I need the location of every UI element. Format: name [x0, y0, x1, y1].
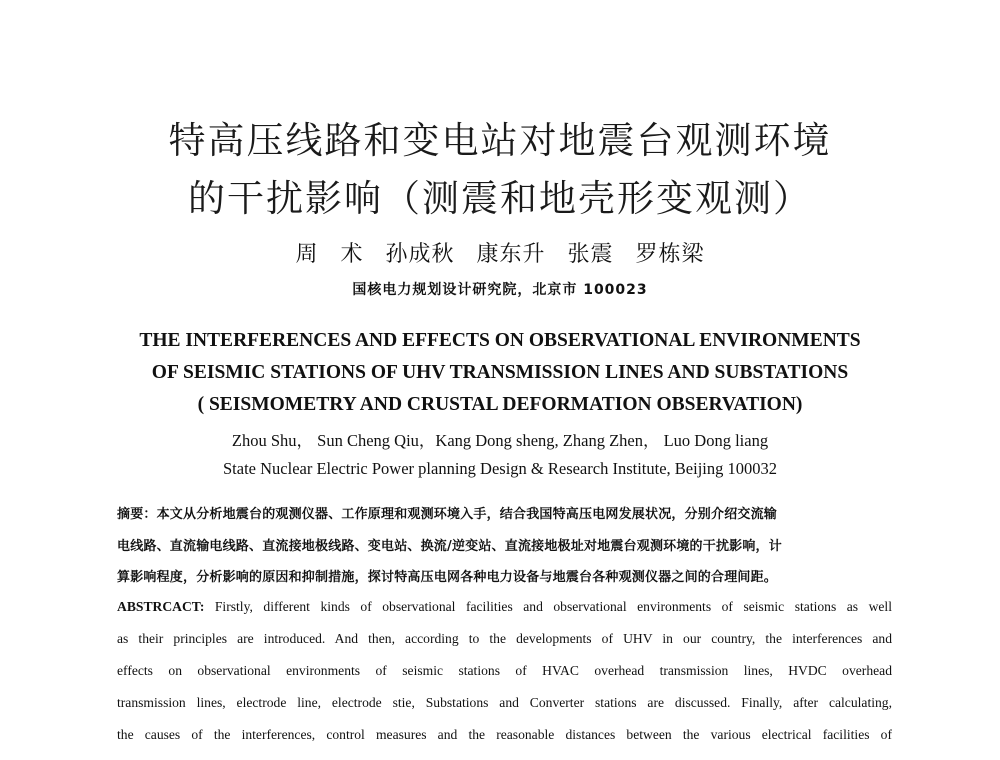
english-abstract-line-3: effects on observational environments of seismic stations of HVAC overhead transmission lines, HVDC overhead: [117, 663, 892, 678]
chinese-abstract-label: 摘要：: [117, 507, 157, 522]
english-abstract-line-1: [117, 599, 892, 615]
chinese-affiliation: 国核电力规划设计研究院，北京市 100023: [352, 282, 648, 298]
english-title-line-3: ( SEISMOMETRY AND CRUSTAL DEFORMATION OBSERVATION): [197, 394, 803, 415]
english-title-line-1: THE INTERFERENCES AND EFFECTS ON OBSERVATIONAL ENVIRONMENTS: [139, 330, 861, 351]
chinese-title-line-2: 的干扰影响（测震和地壳形变观测）: [188, 177, 812, 220]
chinese-abstract-line-1: [117, 503, 892, 522]
chinese-title-line-1: 特高压线路和变电站对地震台观测环境: [168, 119, 832, 162]
english-abstract-line-2: as their principles are introduced. And then, according to the developments of UHV in our country, the interferences and: [117, 631, 892, 646]
english-abstract-line-5: the causes of the interferences, control measures and the reasonable distances between the various electrical facilities of: [117, 727, 892, 742]
english-title-line-2: OF SEISMIC STATIONS OF UHV TRANSMISSION LINES AND SUBSTATIONS: [151, 362, 849, 383]
english-authors: Zhou Shu， Sun Cheng Qiu，Kang Dong sheng, Zhang Zhen， Luo Dong liang: [231, 431, 769, 450]
english-abstract-label: ABSTRCACT:: [117, 599, 205, 614]
english-abstract-line-4: transmission lines, electrode line, electrode stie, Substations and Converter stations are discussed. Finally, after calculating,: [117, 695, 892, 710]
english-affiliation: State Nuclear Electric Power planning Design & Research Institute, Beijing 100032: [223, 459, 777, 478]
chinese-abstract-text-1: 本文从分析地震台的观测仪器、工作原理和观测环境入手，结合我国特高压电网发展状况，分别介绍交流输: [156, 507, 778, 522]
english-abstract-text-1: Firstly, different kinds of observational facilities and observational environments of seismic stations as well: [214, 599, 892, 614]
chinese-authors: 周 术 孙成秋 康东升 张震 罗栋梁: [295, 242, 705, 267]
chinese-abstract-line-3: 算影响程度，分析影响的原因和抑制措施，探讨特高压电网各种电力设备与地震台各种观测仪器之间的合理间距。: [117, 570, 778, 585]
chinese-abstract-line-2: 电线路、直流输电线路、直流接地极线路、变电站、换流/逆变站、直流接地极址对地震台观测环境的干扰影响，计: [117, 539, 782, 554]
